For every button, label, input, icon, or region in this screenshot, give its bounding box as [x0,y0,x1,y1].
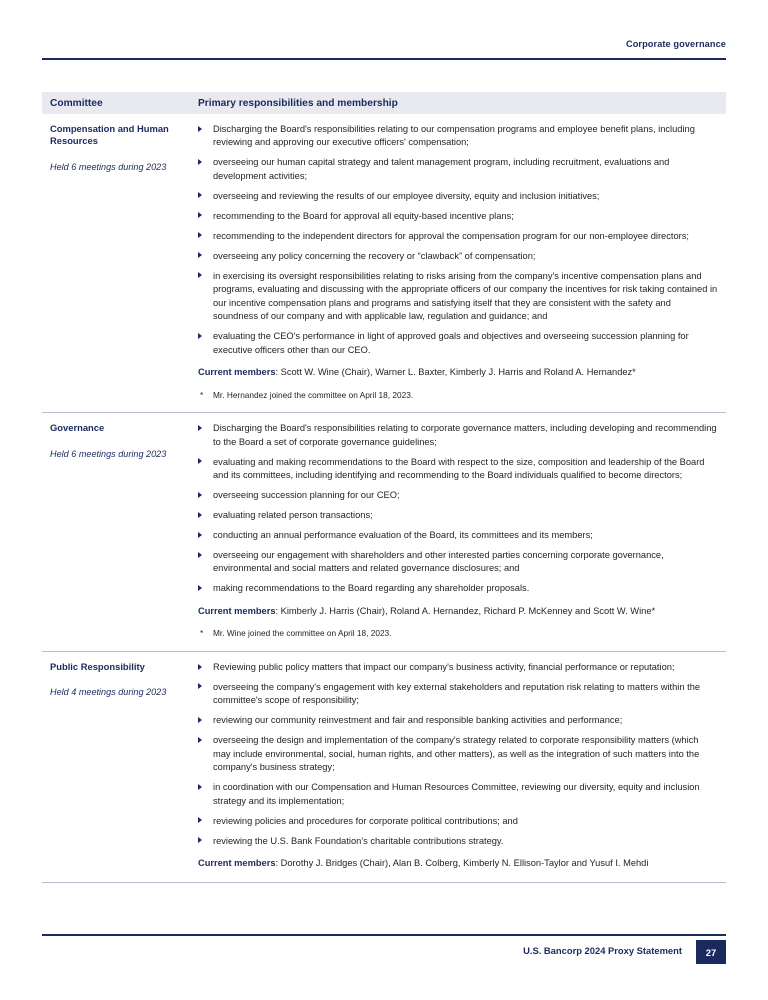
current-members-label: Current members [198,367,276,378]
asterisk-icon: * [200,628,204,639]
document-title: U.S. Bancorp 2024 Proxy Statement [523,945,682,956]
column-header-responsibilities: Primary responsibilities and membership [198,97,398,109]
list-item [198,661,718,674]
triangle-bullet-icon [198,212,202,218]
committee-cell [50,422,198,640]
list-item [198,714,718,727]
list-item-text: overseeing any policy concerning the recovery or “clawback” of compensation; [213,250,536,261]
triangle-bullet-icon [198,717,202,723]
current-members-label: Current members [198,605,276,616]
triangle-bullet-icon [198,192,202,198]
current-members-text: : Kimberly J. Harris (Chair), Roland A. Hernandez, Richard P. McKenney and Scott W. Wine* [275,605,656,616]
footnote-text: Mr. Wine joined the committee on April 18, 2023. [213,628,392,639]
list-item [198,210,718,223]
list-item-text: reviewing policies and procedures for corporate political contributions; and [213,815,518,826]
triangle-bullet-icon [198,817,202,823]
triangle-bullet-icon [198,252,202,258]
committee-meetings: Held 6 meetings during 2023 [50,161,167,172]
footnote [198,390,718,402]
triangle-bullet-icon [198,683,202,689]
list-item-text: overseeing the company's engagement with key external stakeholders and reputation risk relating to matters within the committee's scope of responsibility; [213,681,701,706]
list-item-text: Reviewing public policy matters that impact our company's business activity, financial performance or reputation; [213,661,675,672]
list-item-text: Discharging the Board's responsibilities relating to our compensation programs and employee benefit plans, including reviewing and approving our executive officers' compensation; [213,124,695,148]
list-item [198,230,718,243]
page-number: 27 [696,940,726,964]
header-divider [42,58,726,60]
triangle-bullet-icon [198,425,202,431]
list-item [198,815,718,828]
footnote [198,628,718,640]
list-item-text: recommending to the independent directors for approval the compensation program for our non-employee directors; [213,230,689,241]
list-item [198,734,718,774]
list-item [198,190,718,203]
list-item-text: Discharging the Board's responsibilities relating to corporate governance matters, including developing and recommending to the Board a set of corporate governance guidelines; [213,423,717,447]
list-item-text: overseeing succession planning for our CEO; [213,490,400,501]
footer-divider [42,934,726,936]
list-item-text: in coordination with our Compensation and Human Resources Committee, reviewing our diversity, equity and inclusion strategy and its implementation; [213,782,700,806]
list-item [198,489,718,502]
current-members [198,366,718,379]
responsibilities-list [198,661,718,848]
list-item [198,781,718,808]
triangle-bullet-icon [198,333,202,339]
committee-cell [50,123,198,401]
list-item-text: overseeing and reviewing the results of our employee diversity, equity and inclusion initiatives; [213,190,600,201]
column-header-committee: Committee [50,97,103,109]
list-item [198,156,718,183]
committee-name: Governance [50,422,105,434]
list-item-text: making recommendations to the Board regarding any shareholder proposals. [213,583,530,594]
triangle-bullet-icon [198,492,202,498]
list-item-text: recommending to the Board for approval all equity-based incentive plans; [213,210,514,221]
triangle-bullet-icon [198,159,202,165]
committee-cell [50,661,198,871]
list-item-text: evaluating related person transactions; [213,509,373,520]
list-item-text: overseeing our human capital strategy and talent management program, including recruitment, evaluations and development activities; [213,157,670,181]
list-item [198,509,718,522]
responsibilities-list [198,422,718,596]
triangle-bullet-icon [198,272,202,278]
list-item-text: overseeing our engagement with shareholders and other interested parties concerning corporate governance, environmental and social matters and related governance disclosures; and [213,549,664,574]
list-item-text: conducting an annual performance evaluation of the Board, its committees and its members; [213,529,593,540]
running-header [42,34,726,52]
list-item-text: reviewing our community reinvestment and fair and responsible banking activities and performance; [213,715,623,726]
list-item-text: reviewing the U.S. Bank Foundation's charitable contributions strategy. [213,835,504,846]
table-row [42,413,726,652]
triangle-bullet-icon [198,664,202,670]
asterisk-icon: * [200,389,204,400]
section-title: Corporate governance [625,39,726,49]
committee-name: Compensation and Human Resources [50,123,169,147]
current-members-text: : Scott W. Wine (Chair), Warner L. Baxter, Kimberly J. Harris and Roland A. Hernandez* [275,367,636,378]
table-row [42,114,726,413]
triangle-bullet-icon [198,458,202,464]
list-item [198,270,718,324]
list-item [198,250,718,263]
list-item [198,330,718,357]
list-item [198,681,718,708]
table-header-row [42,92,726,114]
responsibilities-list [198,123,718,357]
list-item [198,456,718,483]
responsibilities-cell [198,422,718,640]
triangle-bullet-icon [198,837,202,843]
committee-meetings: Held 6 meetings during 2023 [50,448,167,459]
triangle-bullet-icon [198,512,202,518]
list-item [198,582,718,595]
list-item-text: in exercising its oversight responsibilities relating to risks arising from the company's incentive compensation plans and programs, evaluating and discussing with the appropriate officers of our company the incentives for risk taking contained in our incentive compensation plans and programs and satisfying itself that they are consistent with the safety and soundness of our company and with applicable law, regulation and guidance; and [213,270,718,322]
running-footer [42,940,726,966]
list-item [198,529,718,542]
list-item-text: evaluating the CEO's performance in light of approved goals and objectives and overseeing succession planning for executive officers other than our CEO. [213,331,689,355]
triangle-bullet-icon [198,784,202,790]
triangle-bullet-icon [198,585,202,591]
current-members-text: : Dorothy J. Bridges (Chair), Alan B. Colberg, Kimberly N. Ellison-Taylor and Yusuf I. Mehdi [275,858,649,869]
list-item-text: evaluating and making recommendations to the Board with respect to the size, composition and leadership of the Board and its committees, including identifying and recommending to the Board individuals qualified to become directors; [213,456,705,481]
triangle-bullet-icon [198,737,202,743]
triangle-bullet-icon [198,552,202,558]
table-row [42,652,726,883]
footnote-text: Mr. Hernandez joined the committee on April 18, 2023. [213,389,414,400]
list-item [198,123,718,150]
triangle-bullet-icon [198,232,202,238]
list-item [198,549,718,576]
current-members-label: Current members [198,858,276,869]
list-item [198,835,718,848]
list-item [198,422,718,449]
committees-table [42,92,726,883]
triangle-bullet-icon [198,126,202,132]
committee-meetings: Held 4 meetings during 2023 [50,687,167,698]
current-members [198,605,718,618]
committee-name: Public Responsibility [50,660,145,672]
triangle-bullet-icon [198,532,202,538]
current-members [198,857,718,870]
responsibilities-cell [198,661,718,871]
list-item-text: overseeing the design and implementation of the company's strategy related to corporate responsibility matters (which may include environmental, social, human rights, and other matters), as well as the integration of such matters into the company's business strategy; [213,735,700,773]
responsibilities-cell [198,123,718,401]
